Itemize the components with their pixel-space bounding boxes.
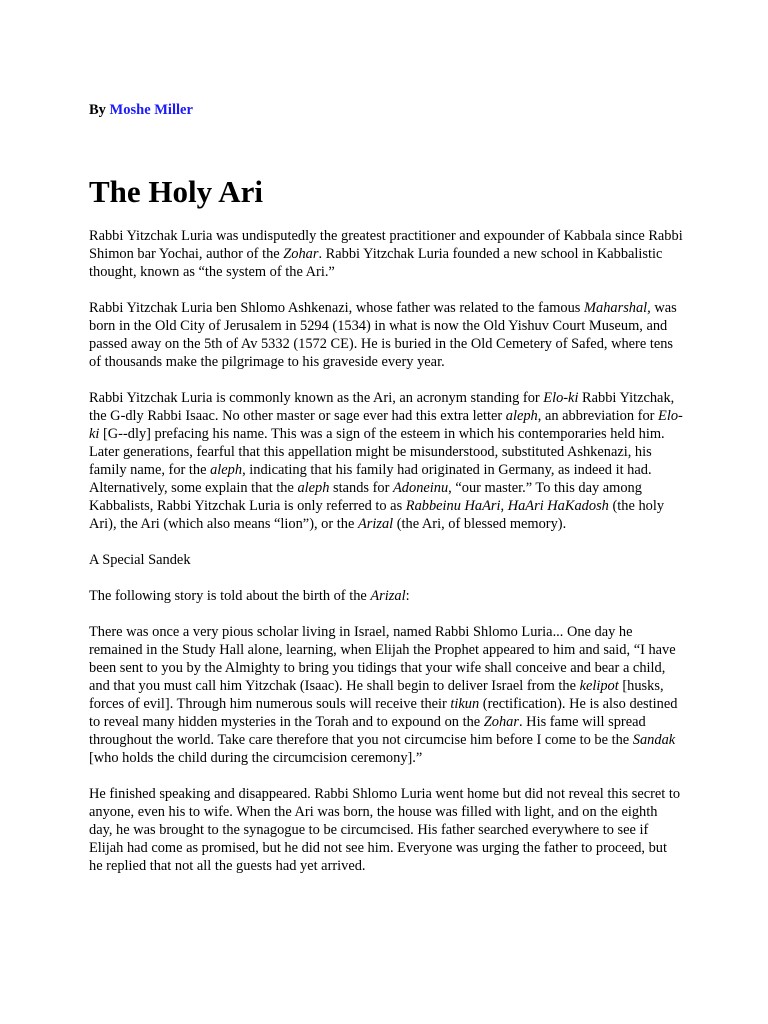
italic-term: Elo-ki [89,408,683,442]
byline [89,101,193,119]
text-run: Rabbi Yitzchak Luria is commonly known as the Ari, an acronym standing for [89,390,544,406]
text-run: was born in the Old City of Jerusalem in 5294 (1534) in what is now the Old Yishuv Court Museum, and passed away on the 5th of Av 5332 (1572 CE). He is buried in the Old Cemetery of Safed, where tens of thousands make the pilgrimage to his graveside every year. [89,300,677,370]
italic-term: Zohar [283,246,319,262]
text-run: [who holds the child during the circumcision ceremony].” [89,750,423,766]
paragraph-intro [89,227,683,281]
text-run: , “our master.” To this day among Kabbalists, Rabbi Yitzchak Luria is only referred to as [89,480,642,514]
text-run: [G--dly] prefacing his name. This was a sign of the esteem in which his contemporaries held him. Later generations, fearful that this appellation might be misunderstood, substituted Ashkenazi, his family name, for the [89,426,665,478]
text-run: (rectification). He is also destined to reveal many hidden mysteries in the Torah and to expound on the [89,696,678,730]
author-link[interactable]: Moshe Miller [109,102,193,118]
italic-term: kelipot [579,678,619,694]
italic-term: Zohar [483,714,519,730]
italic-term: HaAri HaKadosh [507,498,609,514]
italic-term: Sandak [632,732,676,748]
byline-prefix: By [89,102,110,118]
italic-term: aleph [505,408,538,424]
paragraph-story-continued: He finished speaking and disappeared. Rabbi Shlomo Luria went home but did not reveal this secret to anyone, even his to wife. When the Ari was born, the house was filled with light, and on the eighth day, he was brought to the synagogue to be circumcised. His father searched everywhere to see if Elijah had come as promised, but he did not see him. Everyone was urging the father to proceed, but he replied that not all the guests had yet arrived. [89,786,681,874]
italic-term: Maharshal, [584,300,651,316]
italic-term: tikun [450,696,480,712]
section-heading: A Special Sandek [89,552,191,568]
paragraph-name-origin [89,389,683,533]
text-run: Rabbi Yitzchak Luria was undisputedly the greatest practitioner and expounder of Kabbala since Rabbi Shimon bar Yochai, author of the [89,228,683,262]
italic-term: Arizal [370,588,406,604]
text-run: stands for [329,480,394,496]
italic-term: Adoneinu [393,480,449,496]
italic-term: Elo-ki [543,390,579,406]
paragraph-story-intro [89,587,683,605]
text-run: . Rabbi Yitzchak Luria founded a new school in Kabbalistic thought, known as “the system of the Ari.” [89,246,663,280]
italic-term: aleph [210,462,243,478]
text-run: . His fame will spread throughout the world. Take care therefore that you not circumcise him before I come to be the [89,714,646,748]
text-run: The following story is told about the birth of the [89,588,371,604]
paragraph-biography [89,299,683,371]
italic-term: Arizal [357,516,394,532]
text-run: There was once a very pious scholar living in Israel, named Rabbi Shlomo Luria... One day he remained in the Study Hall alone, learning, when Elijah the Prophet appeared to him and said, “I have been sent to you by the Almighty to bring you tidings that your wife shall conceive and bear a child, and that you must call him Yitzchak (Isaac). He shall begin to deliver Israel from the [89,624,676,694]
text-run: : [405,588,410,604]
article-title: The Holy Ari [89,174,263,209]
text-run: Rabbi Yitzchak Luria ben Shlomo Ashkenazi, whose father was related to the famous [89,300,585,316]
text-run: , an abbreviation for [537,408,659,424]
text-run: (the Ari, of blessed memory). [393,516,567,532]
text-run: , indicating that his family had originated in Germany, as indeed it had. Alternatively, some explain that the [89,462,652,496]
article-body [89,227,683,893]
text-run: , [500,498,508,514]
text-run: Rabbi Yitzchak, the G-dly Rabbi Isaac. No other master or sage ever had this extra letter [89,390,675,424]
italic-term: aleph [297,480,330,496]
text-run: (the holy Ari), the Ari (which also means “lion”), or the [89,498,665,532]
text-run: [husks, forces of evil]. Through him numerous souls will receive their [89,678,664,712]
paragraph-story [89,623,683,767]
italic-term: Rabbeinu HaAri [405,498,501,514]
